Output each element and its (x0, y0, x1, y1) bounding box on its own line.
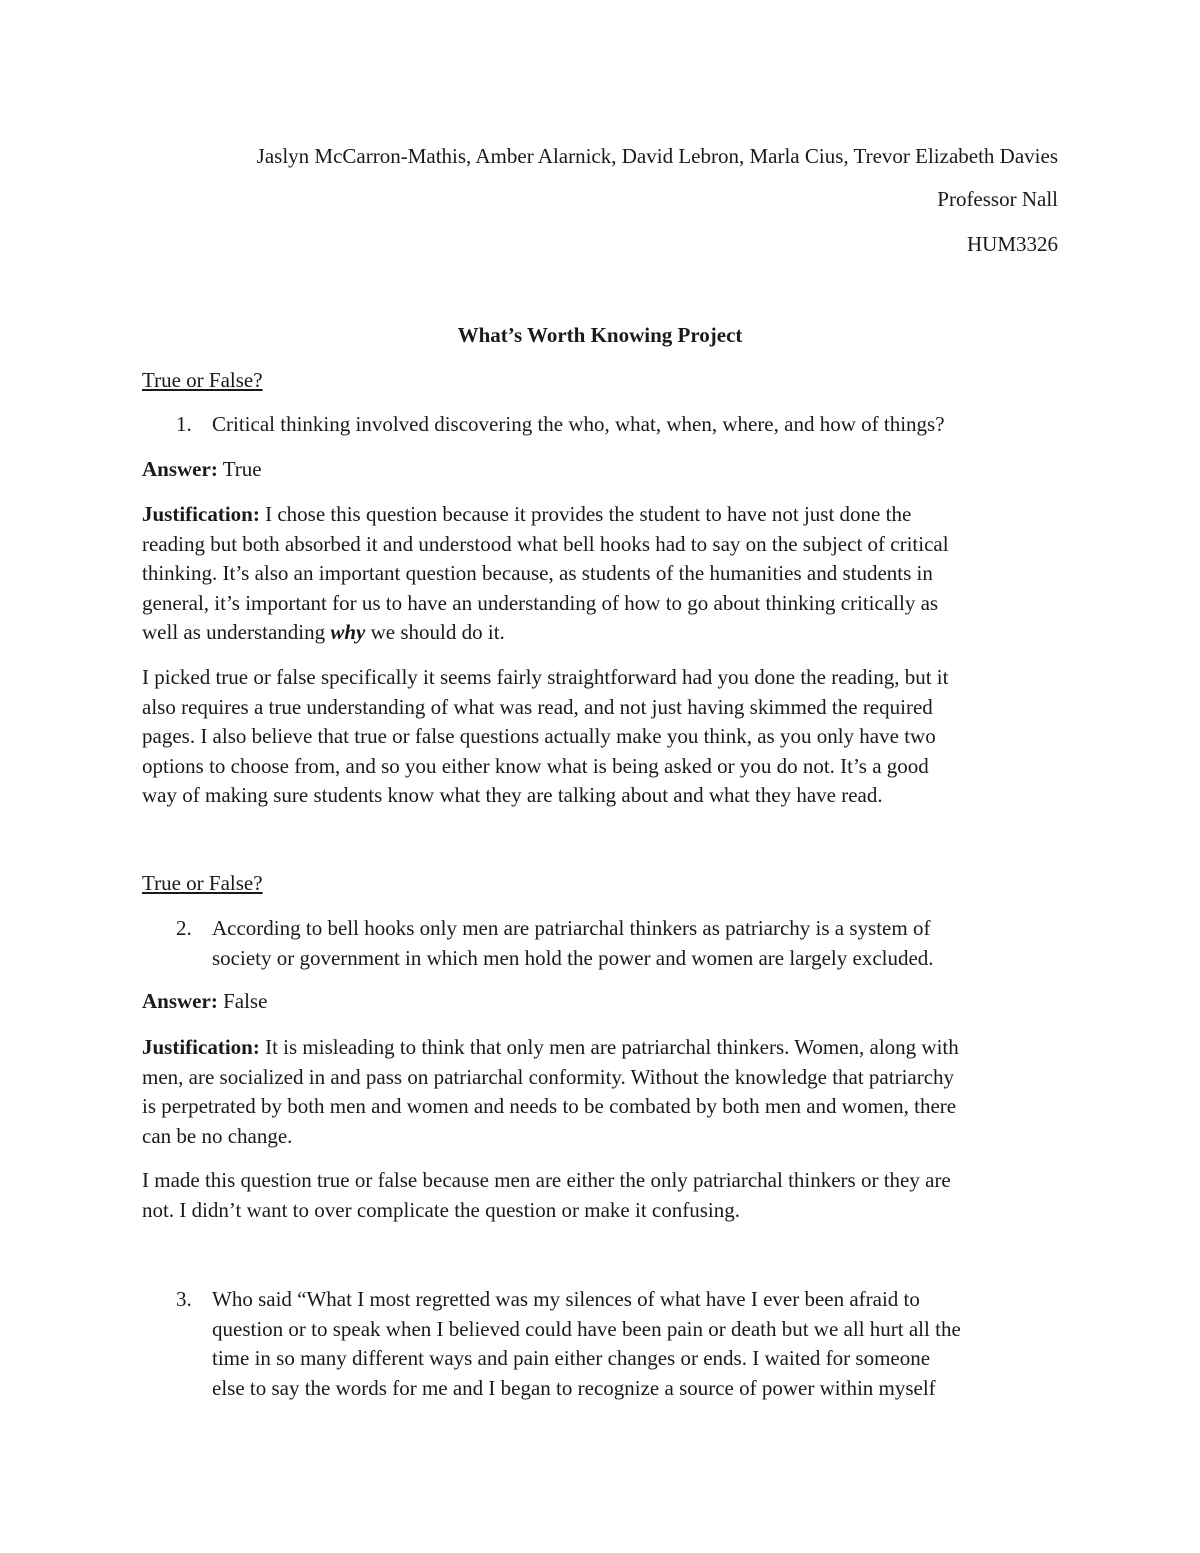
q2-justification-line: can be no change. (142, 1123, 293, 1148)
q1-reason (142, 663, 948, 811)
q1-reason-line: I picked true or false specifically it seems fairly straightforward had you done the reading, but it (142, 665, 949, 689)
q2-justification-line: Justification: It is misleading to think that only men are patriarchal thinkers. Women, along with (142, 1035, 959, 1059)
q2-justification (142, 1033, 959, 1151)
q1-justification (142, 500, 949, 648)
q2-number: 2. (176, 916, 192, 940)
q3-question-line: time in so many different ways and pain either changes or ends. I waited for someone (212, 1346, 931, 1370)
q1-justification-label: Justification: (142, 502, 260, 526)
q1-reason-line: way of making sure students know what they are talking about and what they have read. (142, 783, 883, 807)
q1-reason-line: options to choose from, and so you either know what is being asked or you do not. It’s a good (142, 753, 929, 778)
q1-answer-value: True (217, 457, 262, 481)
q2-reason-line: I made this question true or false because men are either the only patriarchal thinkers or they are (142, 1168, 951, 1192)
q1-type-label: True or False? (142, 368, 263, 392)
q2-answer (142, 987, 267, 1016)
q2-justification-label: Justification: (142, 1035, 260, 1059)
q2-type-label: True or False? (142, 871, 263, 895)
course-code: HUM3326 (966, 232, 1058, 256)
q3-question-line: Who said “What I most regretted was my silences of what have I ever been afraid to (212, 1287, 920, 1311)
q2-question-line: According to bell hooks only men are patriarchal thinkers as patriarchy is a system of (212, 916, 931, 940)
q1-question: Critical thinking involved discovering the who, what, when, where, and how of things? (212, 412, 945, 436)
q2-justification-line: men, are socialized in and pass on patriarchal conformity. Without the knowledge that patriarchy (142, 1064, 955, 1089)
q2-reason-line: not. I didn’t want to over complicate the question or make it confusing. (142, 1197, 740, 1222)
q1-number: 1. (176, 412, 192, 436)
professor-name: Professor Nall (937, 187, 1058, 211)
q1-justification-line: well as understanding why we should do it. (142, 620, 505, 644)
q3-question-line: question or to speak when I believed could have been pain or death but we all hurt all the (212, 1316, 961, 1341)
q1-justification-line: general, it’s important for us to have an understanding of how to go about thinking critically as (142, 590, 939, 615)
q2-question (212, 914, 934, 973)
q1-justification-line: Justification: I chose this question because it provides the student to have not just done the (142, 502, 912, 526)
q2-reason (142, 1166, 951, 1225)
q3-number: 3. (176, 1287, 192, 1311)
emphasis-why: why (330, 620, 366, 644)
q1-reason-line: pages. I also believe that true or false questions actually make you think, as you only have two (142, 724, 936, 748)
q3-question (212, 1285, 961, 1403)
q1-answer (142, 455, 262, 484)
q1-reason-line: also requires a true understanding of what was read, and not just having skimmed the required (142, 694, 933, 719)
q2-answer-label: Answer: (142, 989, 218, 1013)
q2-answer-value: False (217, 989, 268, 1013)
q1-justification-line: thinking. It’s also an important question because, as students of the humanities and students in (142, 561, 933, 585)
author-names: Jaslyn McCarron-Mathis, Amber Alarnick, David Lebron, Marla Cius, Trevor Elizabeth Davies (256, 144, 1058, 168)
q2-question-line: society or government in which men hold the power and women are largely excluded. (212, 945, 934, 970)
q3-question-line: else to say the words for me and I began to recognize a source of power within myself (212, 1375, 936, 1400)
q1-justification-line: reading but both absorbed it and understood what bell hooks had to say on the subject of critical (142, 531, 949, 556)
q2-justification-line: is perpetrated by both men and women and needs to be combated by both men and women, there (142, 1094, 957, 1118)
document-title: What’s Worth Knowing Project (457, 323, 743, 347)
q1-answer-label: Answer: (142, 457, 218, 481)
